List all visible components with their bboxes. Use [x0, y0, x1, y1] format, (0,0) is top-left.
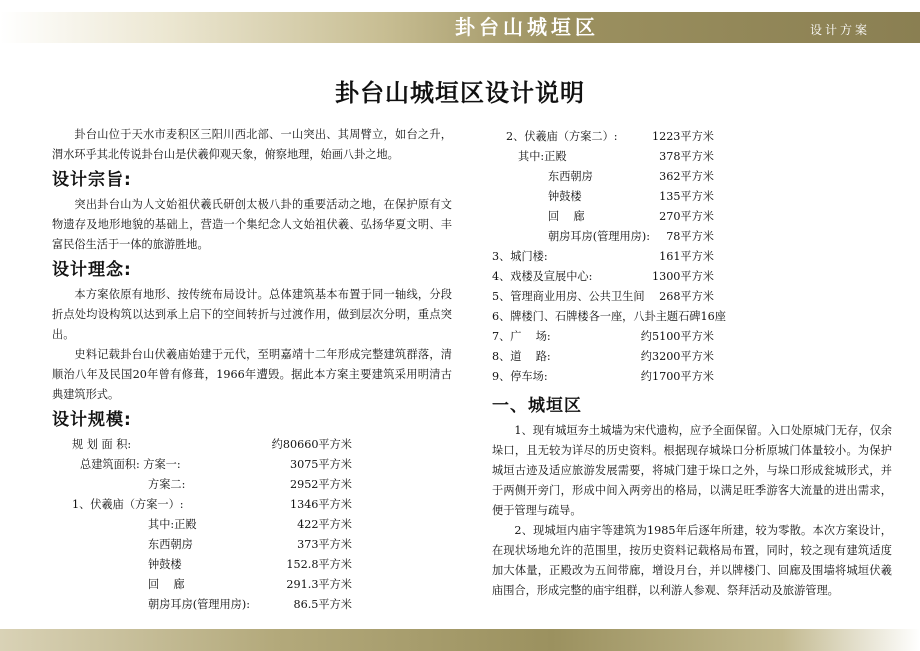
scale-label: 7、广 场:	[492, 330, 551, 343]
scale-value: 378平方米	[659, 150, 714, 163]
scale-list	[52, 435, 352, 615]
scale-label: 5、管理商业用房、公共卫生间	[492, 290, 645, 303]
document-title: 卦台山城垣区设计说明	[335, 79, 585, 107]
scale-row	[492, 347, 714, 367]
scale-row	[52, 555, 352, 575]
purpose-heading: 设计宗旨:	[52, 170, 132, 190]
scale-row	[492, 167, 714, 187]
concept-paragraph-2: 史料记载卦台山伏羲庙始建于元代，至明嘉靖十二年形成完整建筑群落，清顺治八年及民国20年曾有修葺，1966年遭毁。据此本方案主要建筑采用明清古典建筑形式。	[52, 348, 452, 401]
scale-row	[492, 227, 714, 247]
footer-band	[0, 629, 920, 651]
scale-row	[52, 495, 352, 515]
header-title: 卦台山城垣区	[455, 15, 599, 39]
scale-row	[492, 147, 714, 167]
scale-label: 1、伏羲庙（方案一）:	[72, 498, 184, 511]
scale-label: 3、城门楼:	[492, 250, 548, 263]
scale-label: 4、戏楼及宣展中心:	[492, 270, 593, 283]
scale-label: 6、牌楼门、石牌楼各一座，八卦主题石碑16座	[492, 310, 726, 323]
scale-row	[52, 595, 352, 615]
scale-value: 1300平方米	[651, 270, 714, 283]
concept-heading: 设计理念:	[52, 260, 132, 280]
scale-row	[52, 475, 352, 495]
scale-label: 方案二:	[148, 478, 186, 491]
wall-paragraph-2: 2、现城垣内庙宇等建筑为1985年后逐年所建，较为零散。本次方案设计，在现状场地允许的范围里，按历史资料记载格局布置，同时，较之现有建筑适度加大体量，正殿改为五间带廊，增设月台，并以牌楼门、回廊及围墙将城垣伏羲庙围合，形成完整的庙宇组群，以利游人参观、祭拜活动及旅游管理。	[492, 524, 892, 597]
scale-row	[492, 247, 714, 267]
scale-value: 约80660平方米	[271, 438, 352, 451]
scale-value: 362平方米	[659, 170, 714, 183]
right-column	[492, 127, 892, 601]
purpose-paragraph: 突出卦台山为人文始祖伏羲氏研创太极八卦的重要活动之地，在保护原有文物遗存及地形地貌的基础上，营造一个集纪念人文始祖伏羲、弘扬华夏文明、丰富民俗生活于一体的旅游胜地。	[52, 198, 452, 251]
left-column	[52, 125, 452, 615]
scale-value: 268平方米	[659, 290, 714, 303]
scale-label: 朝房耳房(管理用房):	[548, 230, 650, 243]
scale-value: 78平方米	[666, 230, 714, 243]
scale-row	[492, 187, 714, 207]
scale-value: 135平方米	[659, 190, 714, 203]
scale-heading: 设计规模:	[52, 410, 132, 430]
scale-row	[52, 435, 352, 455]
scale-label: 8、道 路:	[492, 350, 551, 363]
scale-value: 373平方米	[297, 538, 352, 551]
scale-row	[492, 127, 714, 147]
scale-row	[492, 367, 714, 387]
scale-row	[52, 515, 352, 535]
scale-value: 270平方米	[659, 210, 714, 223]
scale-label: 总建筑面积: 方案一:	[80, 458, 181, 471]
scale-label: 其中:正殿	[148, 518, 197, 531]
scale-value: 161平方米	[659, 250, 714, 263]
scale-row	[492, 267, 714, 287]
scale-row	[492, 307, 726, 327]
scale-value: 2952平方米	[289, 478, 352, 491]
scale-value: 1223平方米	[651, 130, 714, 143]
scale-label: 朝房耳房(管理用房):	[148, 598, 250, 611]
scale-value: 约5100平方米	[640, 330, 714, 343]
scale-value: 291.3平方米	[286, 578, 352, 591]
scale-value: 约3200平方米	[640, 350, 714, 363]
scale-row	[492, 327, 714, 347]
concept-paragraph-1: 本方案依原有地形、按传统布局设计。总体建筑基本布置于同一轴线，分段折点处均设构筑以达到承上启下的空间转折与过渡作用，做到层次分明，重点突出。	[52, 288, 452, 341]
scale-row	[492, 287, 714, 307]
scale-row	[492, 207, 714, 227]
scale-label: 钟鼓楼	[148, 558, 182, 571]
scale-label: 规 划 面 积:	[72, 438, 132, 451]
wall-paragraph-1: 1、现有城垣夯土城墙为宋代遗构，应予全面保留。入口处原城门无存，仅余垛口，且无较为详尽的历史资料。根据现存城垛口分析原城门体量较小。为保护城垣古迹及适应旅游发展需要，将城门建于垛口之外，与垛口形成瓮城形式，并于两侧开旁门，形成中间入两旁出的格局，以满足旺季游客大流量的进出需求，便于管理与疏导。	[492, 424, 892, 517]
scale-label: 其中:正殿	[518, 150, 567, 163]
scale-value: 约1700平方米	[640, 370, 714, 383]
scale-value: 1346平方米	[289, 498, 352, 511]
scale-value: 422平方米	[297, 518, 352, 531]
scale-label: 9、停车场:	[492, 370, 548, 383]
scale-value: 152.8平方米	[286, 558, 352, 571]
scale-row	[52, 535, 352, 555]
scale-row	[52, 455, 352, 475]
intro-paragraph: 卦台山位于天水市麦积区三阳川西北部、一山突出、其周臂立，如台之升，渭水环乎其北传说卦台山是伏羲仰观天象，俯察地理，始画八卦之地。	[52, 128, 452, 161]
scale-label: 2、伏羲庙（方案二）:	[506, 130, 618, 143]
scale-label: 东西朝房	[148, 538, 193, 551]
scale-row	[52, 575, 352, 595]
scale-label: 回 廊	[148, 578, 185, 591]
wall-heading: 一、城垣区	[492, 396, 582, 416]
scale-value: 3075平方米	[289, 458, 352, 471]
header-subtitle: 设计方案	[810, 23, 871, 37]
scale-label: 回 廊	[548, 210, 585, 223]
scale-list-continued	[492, 127, 726, 387]
scale-label: 钟鼓楼	[548, 190, 582, 203]
scale-label: 东西朝房	[548, 170, 593, 183]
scale-value: 86.5平方米	[293, 598, 352, 611]
